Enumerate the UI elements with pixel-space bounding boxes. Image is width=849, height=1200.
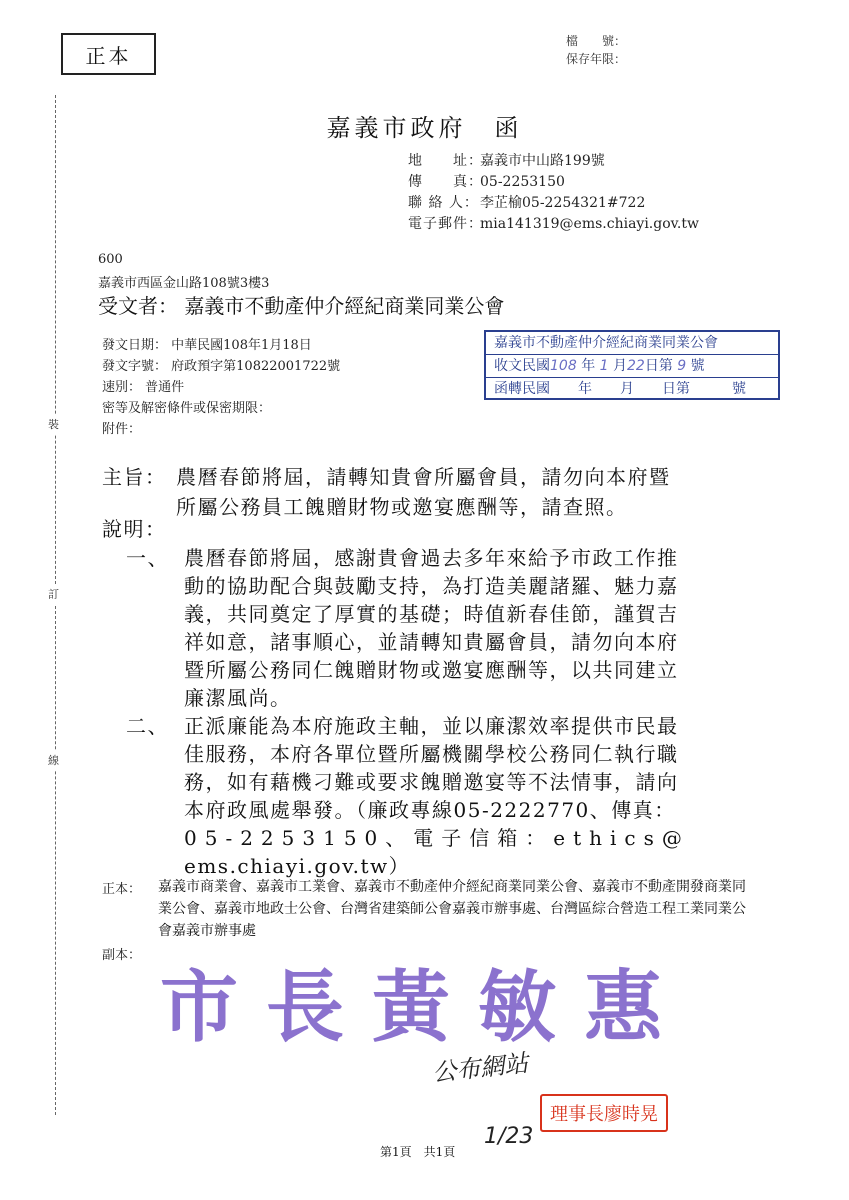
issue-date [102, 334, 312, 353]
issuer-fax [408, 171, 565, 191]
issuer-address-label: 地 址： [408, 153, 483, 169]
item-line: 農曆春節將屆，感謝貴會過去多年來給予市政工作推 [184, 546, 679, 570]
item-line: 正派廉能為本府施政主軸，並以廉潔效率提供市民最 [184, 714, 679, 738]
subject-label: 主旨： [102, 465, 167, 489]
item-line: 05-2253150、電子信箱：ethics@ [184, 826, 690, 850]
item-line: 祥如意，諸事順心，並請轉知貴屬會員，請勿向本府 [184, 630, 679, 654]
received-stamp-org: 嘉義市不動產仲介經紀商業同業公會 [494, 335, 718, 351]
item-number: 二、 [126, 714, 169, 738]
issuer-address [408, 150, 605, 170]
received-stamp-date [486, 354, 778, 377]
explanation-label: 說明： [102, 517, 167, 541]
stamp-text: 收文民國 [494, 358, 550, 374]
issue-date-label: 發文日期： [102, 338, 168, 353]
subject-line: 農曆春節將屆，請轉知貴會所屬會員，請勿向本府暨 [176, 465, 671, 489]
urgency-value: 普通件 [145, 380, 185, 395]
cc-list: 嘉義市商業會、嘉義市工業會、嘉義市不動產仲介經紀商業同業公會、嘉義市不動產開發商業同業公會、嘉義市地政士公會、台灣省建築師公會嘉義市辦事處、台灣區綜合營造工程工業同業公會嘉義市辦事處 [158, 879, 746, 939]
recipient-label: 受文者： [98, 294, 178, 318]
copy2-label: 副本： [102, 948, 142, 963]
confidentiality [102, 397, 271, 416]
copy-type-label: 正本 [85, 43, 132, 68]
binding-char: 線 [48, 750, 59, 770]
mayor-signature-seal: 市長黃敏惠 [160, 963, 691, 1053]
stamp-handwritten-year: 108 [550, 358, 577, 374]
item-line: 義，共同奠定了厚實的基礎；時值新春佳節，謹賀吉 [184, 602, 679, 626]
issuer-contact-value: 李芷榆05-2254321#722 [480, 195, 646, 211]
issuer-contact [408, 192, 645, 212]
urgency-label: 速別： [102, 380, 142, 395]
document-number [102, 355, 340, 374]
subject-line: 所屬公務員工餽贈財物或邀宴應酬等，請查照。 [176, 495, 628, 519]
issuer-contact-label: 聯 絡 人： [408, 195, 479, 211]
item-line: 本府政風處舉發。（廉政專線05-2222770、傳真： [184, 798, 676, 822]
item-line: 佳服務，本府各單位暨所屬機關學校公務同仁執行職 [184, 742, 679, 766]
stamp-text: 日第 [644, 358, 673, 374]
postal-code: 600 [98, 252, 123, 267]
received-stamp [484, 330, 780, 400]
issuer-address-value: 嘉義市中山路199號 [480, 153, 605, 169]
chairman-stamp: 理事長廖時晃 [540, 1094, 668, 1132]
page-footer: 第1頁 共1頁 [380, 1145, 456, 1159]
stamp-text: 年 [581, 358, 596, 374]
stamp-handwritten-day: 22 [627, 358, 645, 374]
item-line: ems.chiayi.gov.tw） [184, 854, 411, 878]
stamp-handwritten-month: 1 [599, 358, 609, 374]
item-line: 暨所屬公務同仁餽贈財物或邀宴應酬等，以共同建立 [184, 658, 679, 682]
issue-date-value: 中華民國108年1月18日 [171, 338, 312, 353]
urgency [102, 376, 184, 395]
received-stamp-forward: 函轉民國 年 月 日第 號 [486, 377, 778, 400]
copy-type-box [61, 33, 156, 75]
issuer-email-label: 電子郵件： [408, 216, 483, 232]
issuer-email-value: mia141319@ems.chiayi.gov.tw [480, 216, 699, 232]
retention-label: 保存年限： [566, 52, 627, 66]
stamp-text: 號 [690, 358, 705, 374]
attachments-label: 附件： [102, 422, 142, 437]
handwritten-date-note: 1/23 [484, 1124, 534, 1149]
recipient-name: 嘉義市不動產仲介經紀商業同業公會 [184, 294, 505, 318]
handwritten-note: 公布網站 [431, 1049, 530, 1087]
recipient-address: 嘉義市西區金山路108號3樓3 [98, 276, 270, 291]
item-number: 一、 [126, 546, 169, 570]
file-number-label: 檔 號： [566, 34, 627, 48]
document-number-value: 府政預字第10822001722號 [171, 359, 341, 374]
binding-char: 訂 [48, 584, 59, 604]
attachments [102, 418, 141, 437]
item-line: 動的協助配合與鼓勵支持，為打造美麗諸羅、魅力嘉 [184, 574, 679, 598]
item-line: 廉潔風尚。 [184, 686, 292, 710]
binding-line [55, 95, 56, 1115]
stamp-text: 月 [613, 358, 628, 374]
issuer-fax-value: 05-2253150 [480, 174, 565, 190]
cc-label: 正本： [102, 882, 142, 897]
recipient-line [98, 290, 504, 319]
document-title: 嘉義市政府 函 [326, 114, 523, 142]
binding-char: 裝 [48, 414, 59, 434]
issuer-email [408, 213, 699, 233]
issuer-fax-label: 傳 真： [408, 174, 483, 190]
document-number-label: 發文字號： [102, 359, 168, 374]
item-line: 務，如有藉機刁難或要求餽贈邀宴等不法情事，請向 [184, 770, 679, 794]
stamp-handwritten-number: 9 [677, 358, 687, 374]
confidentiality-label: 密等及解密條件或保密期限： [102, 401, 272, 416]
